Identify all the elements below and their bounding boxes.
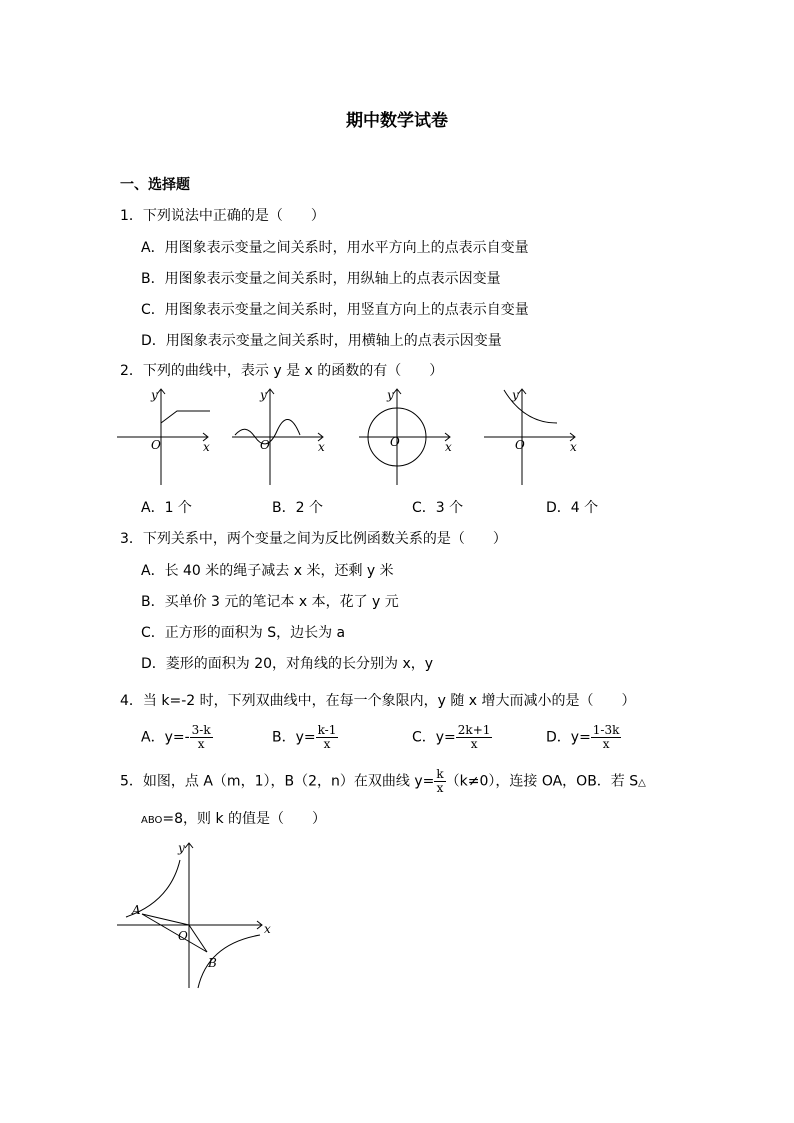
question-2-option-d[interactable]: D．4 个 — [546, 500, 599, 516]
question-4-option-b[interactable] — [272, 724, 338, 751]
question-1-option-d[interactable]: D．用图象表示变量之间关系时，用横轴上的点表示因变量 — [141, 333, 502, 349]
fraction-denominator: x — [197, 737, 205, 751]
fraction — [316, 724, 339, 751]
fraction — [456, 724, 493, 751]
fraction-denominator: x — [470, 737, 478, 751]
page-title: 期中数学试卷 — [346, 111, 448, 131]
option-label: B．y= — [272, 729, 316, 746]
fraction-numerator: k-1 — [317, 723, 337, 737]
question-2-graph-1 — [115, 385, 215, 460]
option-label: A．y=- — [141, 729, 190, 746]
y-axis-label: y — [260, 388, 267, 402]
fraction-numerator: 3-k — [191, 723, 211, 737]
question-3-option-d[interactable]: D．菱形的面积为 20，对角线的长分别为 x，y — [141, 656, 434, 672]
question-2-option-a[interactable]: A．1 个 — [141, 500, 192, 516]
question-1-stem: 1．下列说法中正确的是（ ） — [120, 208, 325, 224]
origin-label: O — [178, 929, 188, 943]
question-5-figure — [112, 840, 282, 990]
y-axis-label: y — [512, 388, 519, 402]
question-5-stem — [120, 768, 646, 795]
x-axis-label: x — [264, 922, 271, 936]
segment-ob — [189, 925, 207, 952]
question-2-graph-4 — [482, 385, 582, 485]
question-1-option-a[interactable]: A．用图象表示变量之间关系时，用水平方向上的点表示自变量 — [141, 240, 529, 256]
question-4-option-d[interactable] — [546, 724, 621, 751]
x-axis-label: x — [318, 440, 325, 454]
x-axis-label: x — [570, 440, 577, 454]
triangle-symbol: △ — [638, 777, 646, 789]
question-2-option-c[interactable]: C．3 个 — [412, 500, 464, 516]
fraction-numerator: 1-3k — [592, 723, 620, 737]
segment-oa — [142, 914, 189, 925]
fraction-numerator: 2k+1 — [457, 723, 491, 737]
function-curve — [161, 411, 210, 423]
question-1-option-c[interactable]: C．用图象表示变量之间关系时，用竖直方向上的点表示自变量 — [141, 302, 529, 318]
fraction — [591, 724, 622, 751]
question-3-option-a[interactable]: A．长 40 米的绳子减去 x 米，还剩 y 米 — [141, 563, 394, 579]
question-4-stem: 4．当 k=-2 时，下列双曲线中，在每一个象限内，y 随 x 增大而减小的是（ ） — [120, 693, 636, 709]
question-3-option-b[interactable]: B．买单价 3 元的笔记本 x 本，花了 y 元 — [141, 594, 399, 610]
y-axis-label: y — [387, 388, 394, 402]
question-4-option-a[interactable] — [141, 724, 213, 751]
question-5-stem-part-2: （k≠0），连接 OA，OB．若 S — [445, 773, 639, 790]
question-5-stem-part-1: 5．如图，点 A（m，1），B（2，n）在双曲线 y= — [120, 773, 435, 790]
question-2-stem: 2．下列的曲线中，表示 y 是 x 的函数的有（ ） — [120, 363, 444, 379]
question-4-option-c[interactable] — [412, 724, 492, 751]
area-subscript: ABO — [141, 815, 163, 826]
fraction — [190, 724, 213, 751]
x-axis-label: x — [203, 440, 210, 454]
origin-label: O — [390, 435, 400, 449]
option-label: D．y= — [546, 729, 591, 746]
fraction-denominator: x — [323, 737, 331, 751]
question-5-stem-part-3: =8，则 k 的值是（ ） — [162, 811, 327, 827]
question-3-stem: 3．下列关系中，两个变量之间为反比例函数关系的是（ ） — [120, 531, 507, 547]
point-b-label: B — [208, 956, 217, 970]
question-1-option-b[interactable]: B．用图象表示变量之间关系时，用纵轴上的点表示因变量 — [141, 271, 501, 287]
origin-label: O — [515, 438, 525, 452]
fraction-numerator: k — [436, 767, 444, 781]
fraction-denominator: x — [602, 737, 610, 751]
question-5-stem-line-2 — [141, 810, 326, 830]
y-axis-label: y — [178, 841, 185, 855]
origin-label: O — [260, 438, 270, 452]
question-3-option-c[interactable]: C．正方形的面积为 S，边长为 a — [141, 625, 346, 641]
section-heading: 一、选择题 — [120, 177, 190, 193]
question-2-graph-2 — [230, 385, 330, 485]
y-axis-label: y — [151, 388, 158, 402]
point-a-label: A — [132, 903, 141, 917]
option-label: C．y= — [412, 729, 456, 746]
origin-label: O — [151, 438, 161, 452]
question-2-graph-3 — [357, 385, 457, 485]
question-2-option-b[interactable]: B．2 个 — [272, 500, 323, 516]
x-axis-label: x — [445, 440, 452, 454]
fraction — [434, 768, 445, 795]
fraction-denominator: x — [436, 781, 444, 795]
segment-ab — [142, 914, 207, 952]
